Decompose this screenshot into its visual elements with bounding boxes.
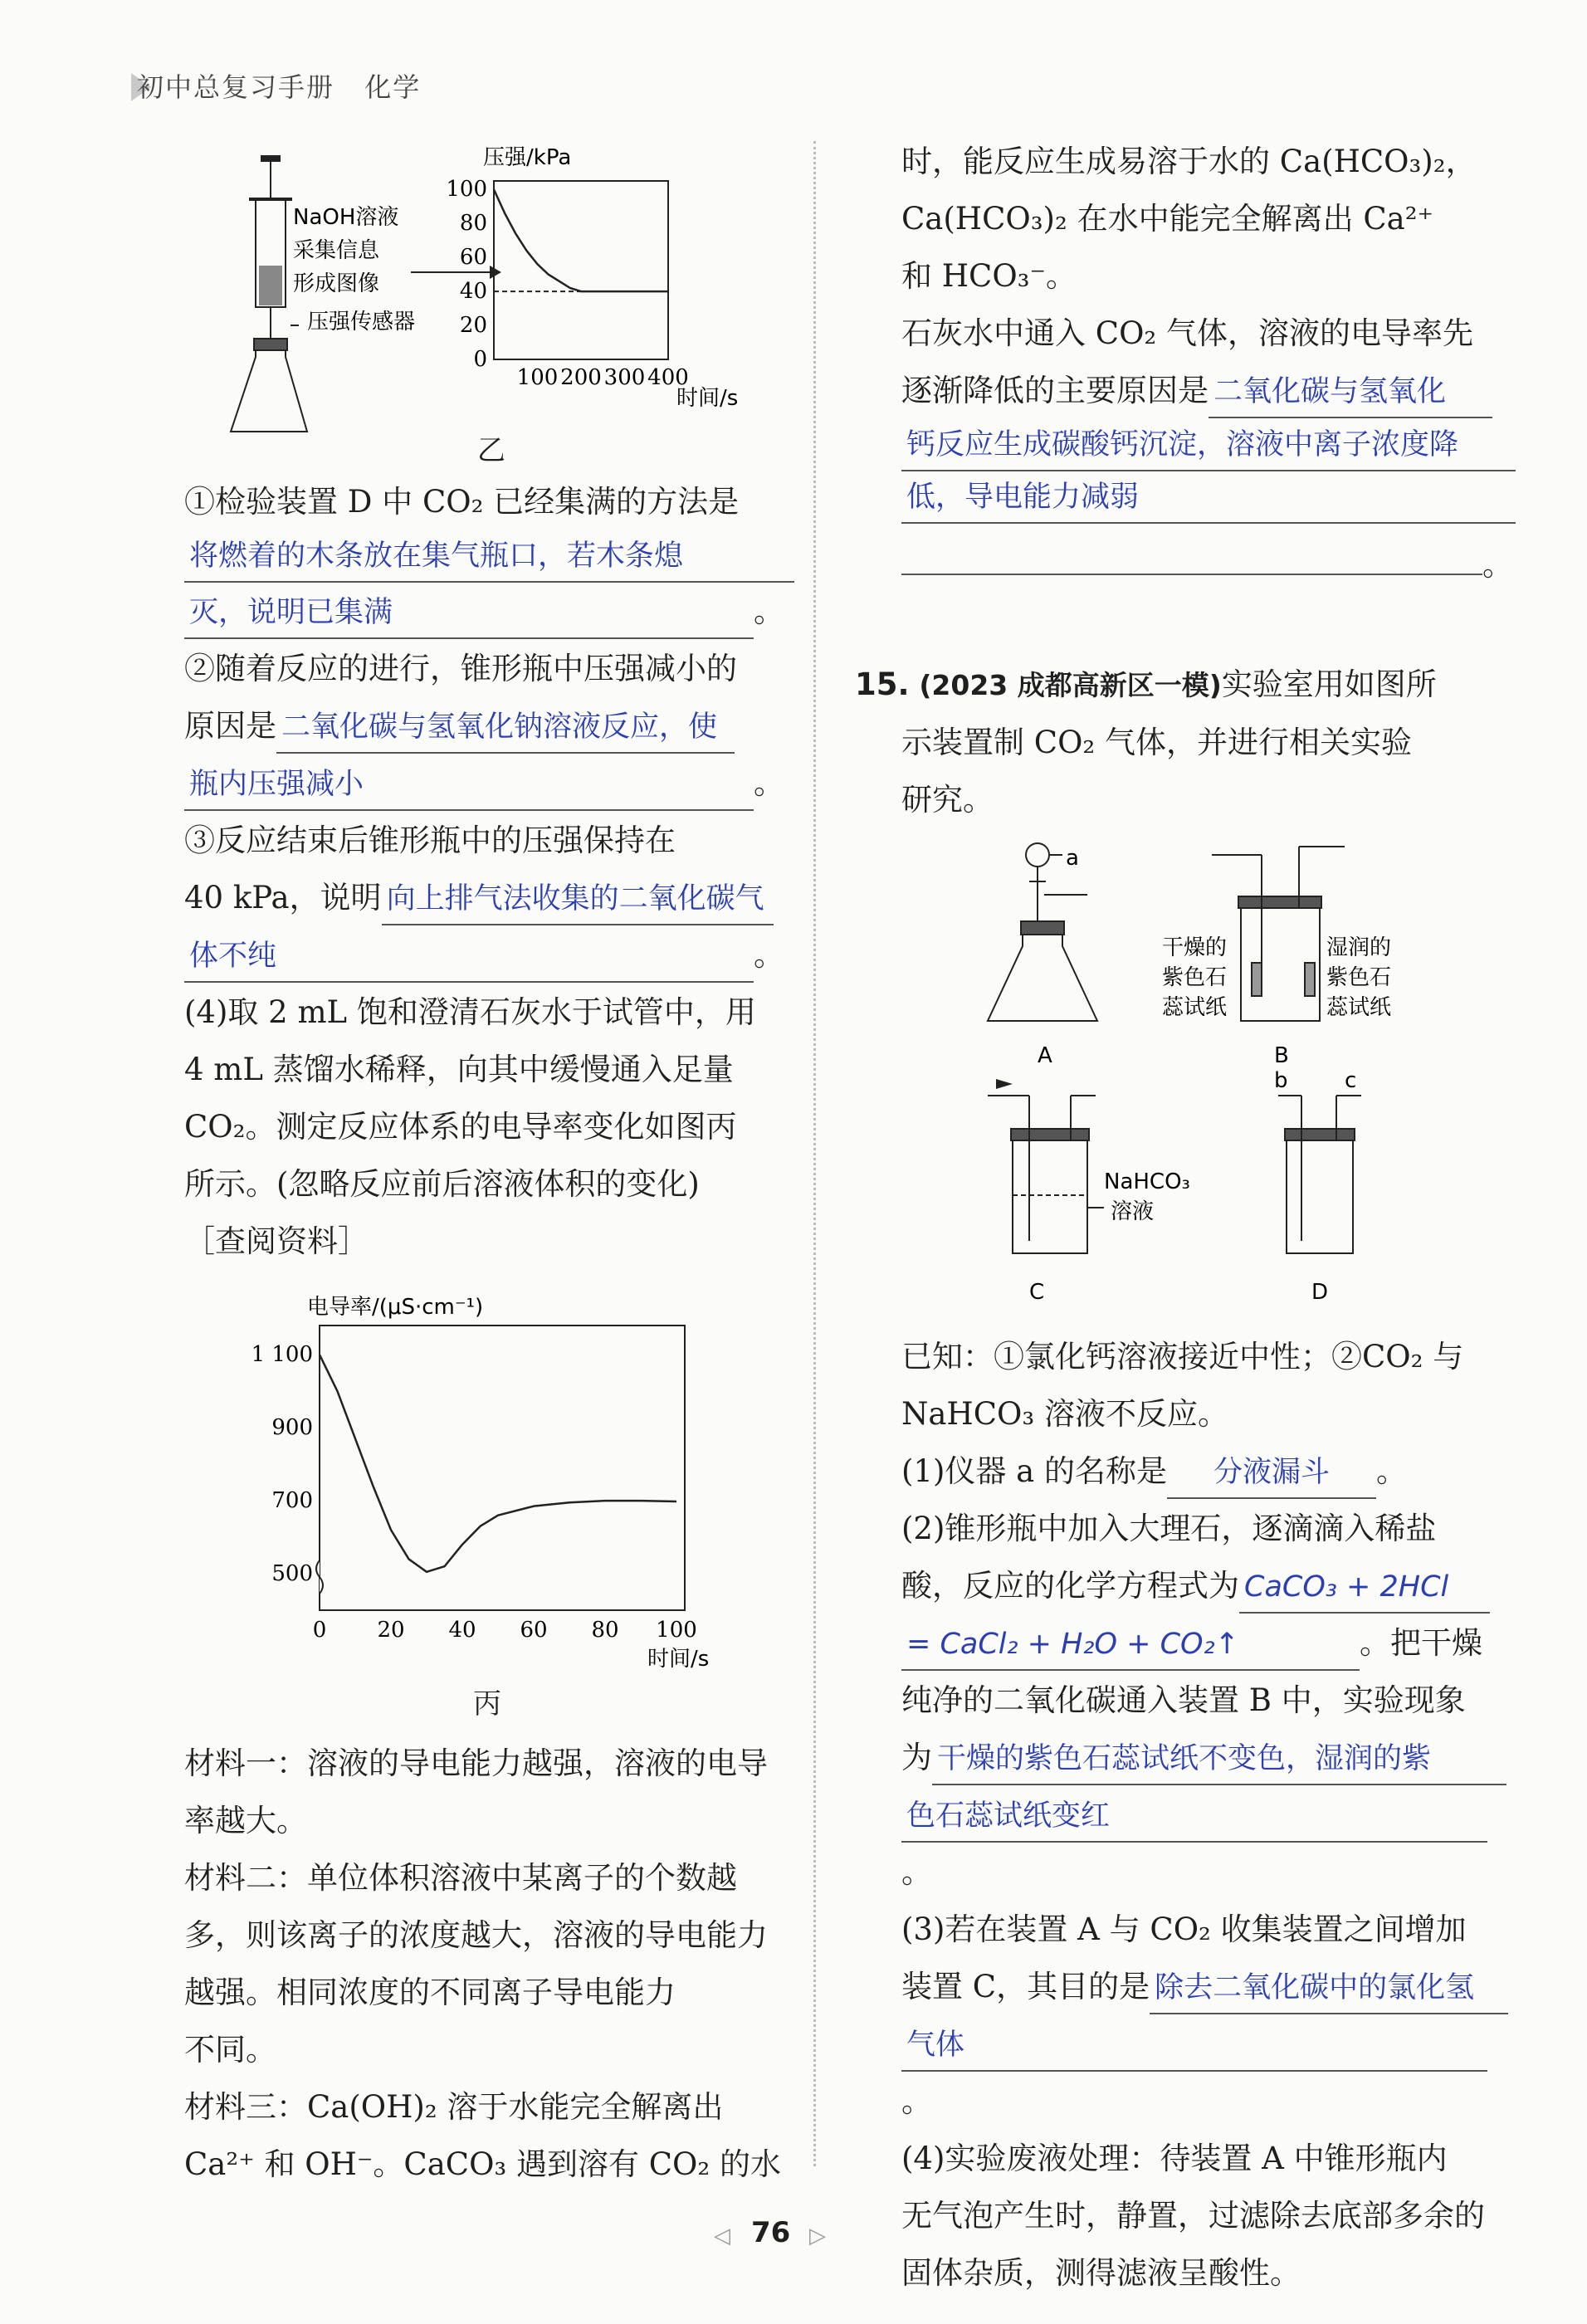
p2-line5: [901, 1729, 1516, 1786]
p2-answer-4-wrap: [901, 1790, 1487, 1843]
r-answer-line3: [901, 471, 1516, 524]
q1-period: 。: [754, 593, 784, 629]
material-2d: 不同。: [184, 2032, 276, 2068]
p1-text: (1)仪器 a 的名称是: [901, 1453, 1167, 1489]
apparatus-C: [988, 1096, 1104, 1253]
r-blank-line: [901, 524, 1516, 593]
right-column-top: [901, 133, 1516, 593]
p1-answer: 分液漏斗: [1167, 1448, 1376, 1499]
r-answer-1: 二氧化碳与氢氧化: [1209, 367, 1492, 418]
next-page-icon: ▷: [809, 2224, 826, 2248]
q3-period: 。: [754, 937, 784, 973]
page-number: 76: [751, 2216, 791, 2249]
bing-ytick-label: 500: [271, 1561, 313, 1587]
subject-title: 化学: [364, 71, 422, 103]
conductivity-chart: [251, 1326, 697, 1643]
p3-answer-2: 气体: [906, 2029, 965, 2062]
bing-axis-break: [316, 1560, 323, 1594]
p1-line: [901, 1443, 1516, 1500]
materials: [184, 1735, 794, 2193]
nahco3-1: NaHCO₃: [1104, 1169, 1190, 1194]
r-empty-line: [901, 524, 1482, 575]
label-D: D: [1311, 1280, 1329, 1305]
label-sensor: 压强传感器: [307, 310, 416, 334]
bing-xlabel: 时间/s: [647, 1647, 710, 1672]
r-answer-2: 钙反应生成碳酸钙沉淀，溶液中离子浓度降: [906, 428, 1459, 461]
q15-intro: [855, 656, 1519, 828]
p2-text3: 。把干燥: [1360, 1625, 1482, 1661]
yi-xtick-label: 300: [603, 365, 646, 390]
caption-bing: 丙: [473, 1687, 501, 1721]
q4-line2: 4 mL 蒸馏水稀释，向其中缓慢通入足量: [184, 1052, 734, 1087]
material-2a: 材料二：单位体积溶液中某离子的个数越: [184, 1860, 737, 1896]
label-B: B: [1274, 1043, 1289, 1068]
yi-ytick-label: 40: [459, 279, 487, 305]
q15-number: 15.: [855, 666, 910, 702]
known-1: 已知：①氯化钙溶液接近中性；②CO₂ 与: [901, 1339, 1464, 1374]
wet-2: 紫色石: [1326, 965, 1392, 990]
dry-1: 干燥的: [1162, 935, 1228, 960]
bing-xtick-label: 60: [520, 1618, 548, 1643]
q1-answer-2-wrap: [184, 587, 754, 639]
r-answer-line2: [901, 419, 1516, 471]
p2-period: 。: [901, 1854, 932, 1890]
bing-xtick-label: 80: [591, 1618, 619, 1643]
left-column: [184, 473, 794, 1270]
p2-equation-1: CaCO₃ + 2HCl: [1239, 1562, 1490, 1614]
q3-answer-2-wrap: [184, 930, 754, 983]
known-2: NaHCO₃ 溶液不反应。: [901, 1396, 1228, 1432]
label-C: C: [1029, 1280, 1045, 1305]
yi-ytick-label: 100: [446, 177, 487, 203]
q15-text1: 实验室用如图所: [1221, 666, 1437, 702]
apparatus-B: [1212, 847, 1345, 1021]
q3-line2: [184, 869, 794, 926]
yi-ytick-label: 80: [459, 211, 487, 237]
p2-equation-2: = CaCl₂ + H₂O + CO₂↑: [901, 1619, 1360, 1671]
figure-bing: [249, 1282, 730, 1681]
r-period: 。: [1482, 547, 1513, 583]
yi-ytick-label: 0: [473, 347, 487, 372]
q2-answer-1: 二氧化碳与氢氧化钠溶液反应，使: [276, 702, 735, 754]
p3-period: 。: [901, 2083, 932, 2119]
bing-xtick-label: 0: [312, 1618, 327, 1643]
yi-xtick-label: 400: [647, 365, 689, 390]
r-line2: Ca(HCO₃)₂ 在水中能完全解离出 Ca²⁺: [901, 201, 1434, 237]
yi-xtick-label: 100: [516, 365, 559, 390]
label-a: a: [1066, 846, 1079, 871]
q2-text1: ②随着反应的进行，锥形瓶中压强减小的: [184, 651, 737, 686]
right-column-bottom: [901, 1328, 1516, 2302]
q2-period: 。: [754, 765, 784, 801]
p3-line2: [901, 1958, 1516, 2015]
label-graph: 形成图像: [293, 271, 380, 296]
p4-line2: 无气泡产生时，静置，过滤除去底部多余的: [901, 2198, 1485, 2234]
bing-plot-frame: [320, 1326, 685, 1610]
bing-ytick-label: 700: [271, 1488, 313, 1514]
bing-xtick-label: 40: [448, 1618, 476, 1643]
q2-answer-2-wrap: [184, 759, 754, 811]
flow-arrow: [996, 1079, 1013, 1089]
q3-text1: ③反应结束后锥形瓶中的压强保持在: [184, 823, 676, 858]
pressure-chart: [446, 177, 688, 390]
bing-xtick-label: 100: [656, 1618, 697, 1643]
yi-series-line: [494, 189, 668, 291]
nahco3-2: 溶液: [1111, 1199, 1155, 1224]
figure-yi: [216, 141, 789, 465]
q2-answer-2: 瓶内压强减小: [189, 768, 364, 801]
apparatus-figure: [979, 830, 1444, 1320]
material-3b: Ca²⁺ 和 OH⁻。CaCO₃ 遇到溶有 CO₂ 的水: [184, 2146, 781, 2182]
column-divider: [813, 141, 816, 2166]
q1-answer-2: 灭，说明已集满: [189, 596, 393, 629]
p2-answer-3: 干燥的紫色石蕊试纸不变色，湿润的紫: [932, 1734, 1506, 1785]
yi-xlabel: 时间/s: [676, 386, 739, 411]
bing-xtick-label: 20: [377, 1618, 405, 1643]
q4-line3: CO₂。测定反应体系的电导率变化如图丙: [184, 1109, 737, 1145]
yi-ylabel: 压强/kPa: [483, 145, 572, 170]
label-c: c: [1345, 1068, 1357, 1093]
r-line1: 时，能反应生成易溶于水的 Ca(HCO₃)₂，: [901, 144, 1477, 179]
p2-line3: [901, 1614, 1516, 1672]
p2-line2: [901, 1557, 1516, 1614]
q2-text2: 原因是: [184, 708, 276, 744]
q1-text: ①检验装置 D 中 CO₂ 已经集满的方法是: [184, 484, 740, 520]
material-2b: 多，则该离子的浓度越大，溶液的导电能力: [184, 1917, 768, 1953]
r-text5: 逐渐降低的主要原因是: [901, 373, 1209, 408]
wet-1: 湿润的: [1326, 935, 1392, 960]
bing-ylabel: 电导率/(μS·cm⁻¹): [307, 1295, 484, 1320]
p3-answer-2-wrap: [901, 2019, 1487, 2072]
r-line4: 石灰水中通入 CO₂ 气体，溶液的电导率先: [901, 315, 1473, 351]
reference-heading: ［查阅资料］: [184, 1223, 369, 1259]
apparatus-D: [1278, 1096, 1361, 1253]
p2-answer-4: 色石蕊试纸变红: [906, 1799, 1111, 1833]
prev-page-icon: ◁: [714, 2224, 730, 2248]
p3-text2: 装置 C，其目的是: [901, 1969, 1150, 2004]
q15-line2: 示装置制 CO₂ 气体，并进行相关实验: [901, 725, 1412, 760]
q1-answer-1: 将燃着的木条放在集气瓶口，若木条熄: [189, 540, 684, 573]
label-naoh: NaOH溶液: [293, 205, 399, 230]
p3-line1: (3)若在装置 A 与 CO₂ 收集装置之间增加: [901, 1911, 1467, 1947]
q4-line4: 所示。(忽略反应前后溶液体积的变化): [184, 1166, 700, 1202]
q2-line2: [184, 697, 794, 754]
q15-line3: 研究。: [901, 782, 994, 818]
bing-ytick-label: 1 100: [251, 1342, 313, 1368]
q3-answer-2: 体不纯: [189, 940, 277, 973]
material-1b: 率越大。: [184, 1803, 307, 1838]
q15-source: (2023 成都高新区一模): [919, 669, 1222, 701]
bing-series-line: [320, 1355, 676, 1572]
yi-plot-frame: [494, 181, 668, 359]
p2-text5: 为: [901, 1740, 932, 1775]
dry-3: 蕊试纸: [1162, 995, 1228, 1020]
bing-ytick-label: 900: [271, 1415, 313, 1441]
book-title: 初中总复习手册: [137, 71, 335, 103]
p4-line3: 固体杂质，测得滤液呈酸性。: [901, 2255, 1301, 2291]
p2-answer-line4: [901, 1786, 1516, 1901]
caption-yi: 乙: [477, 434, 505, 467]
p2-line1: (2)锥形瓶中加入大理石，逐滴滴入稀盐: [901, 1511, 1437, 1546]
r-line5: [901, 362, 1516, 419]
yi-ytick-label: 20: [459, 313, 487, 339]
signal-arrow-head: [490, 266, 501, 279]
r-answer-3: 低，导电能力减弱: [906, 481, 1140, 514]
wet-3: 蕊试纸: [1326, 995, 1392, 1020]
yi-ytick-label: 60: [459, 245, 487, 271]
page-header: [137, 66, 421, 105]
q3-answer-line2: [184, 926, 794, 984]
label-b: b: [1274, 1068, 1288, 1093]
p3-answer-line2: [901, 2015, 1516, 2130]
apparatus-A: [988, 843, 1097, 1021]
p2-text2: 酸，反应的化学方程式为: [901, 1568, 1239, 1604]
q2-answer-line2: [184, 754, 794, 812]
q3-answer-1: 向上排气法收集的二氧化碳气: [382, 874, 774, 925]
dry-2: 紫色石: [1162, 965, 1228, 990]
q1-answer-line1: [184, 530, 794, 583]
p3-answer-1: 除去二氧化碳中的氯化氢: [1150, 1963, 1508, 2014]
yi-xtick-label: 200: [560, 365, 602, 390]
material-1a: 材料一：溶液的导电能力越强，溶液的电导: [184, 1745, 768, 1781]
label-collect: 采集信息: [293, 238, 380, 263]
q15-line1: [855, 656, 1519, 714]
q3-text2: 40 kPa，说明: [184, 880, 382, 915]
r-line3: 和 HCO₃⁻。: [901, 258, 1077, 294]
material-2c: 越强。相同浓度的不同离子导电能力: [184, 1975, 676, 2010]
p4-line1: (4)实验废液处理：待装置 A 中锥形瓶内: [901, 2141, 1448, 2176]
p1-period: 。: [1376, 1453, 1407, 1489]
q4-line1: (4)取 2 mL 饱和澄清石灰水于试管中，用: [184, 994, 756, 1030]
label-A: A: [1038, 1043, 1052, 1068]
material-3a: 材料三：Ca(OH)₂ 溶于水能完全解离出: [184, 2089, 724, 2125]
q1-answer-line2: [184, 583, 794, 640]
p2-line4: 纯净的二氧化碳通入装置 B 中，实验现象: [901, 1682, 1466, 1718]
